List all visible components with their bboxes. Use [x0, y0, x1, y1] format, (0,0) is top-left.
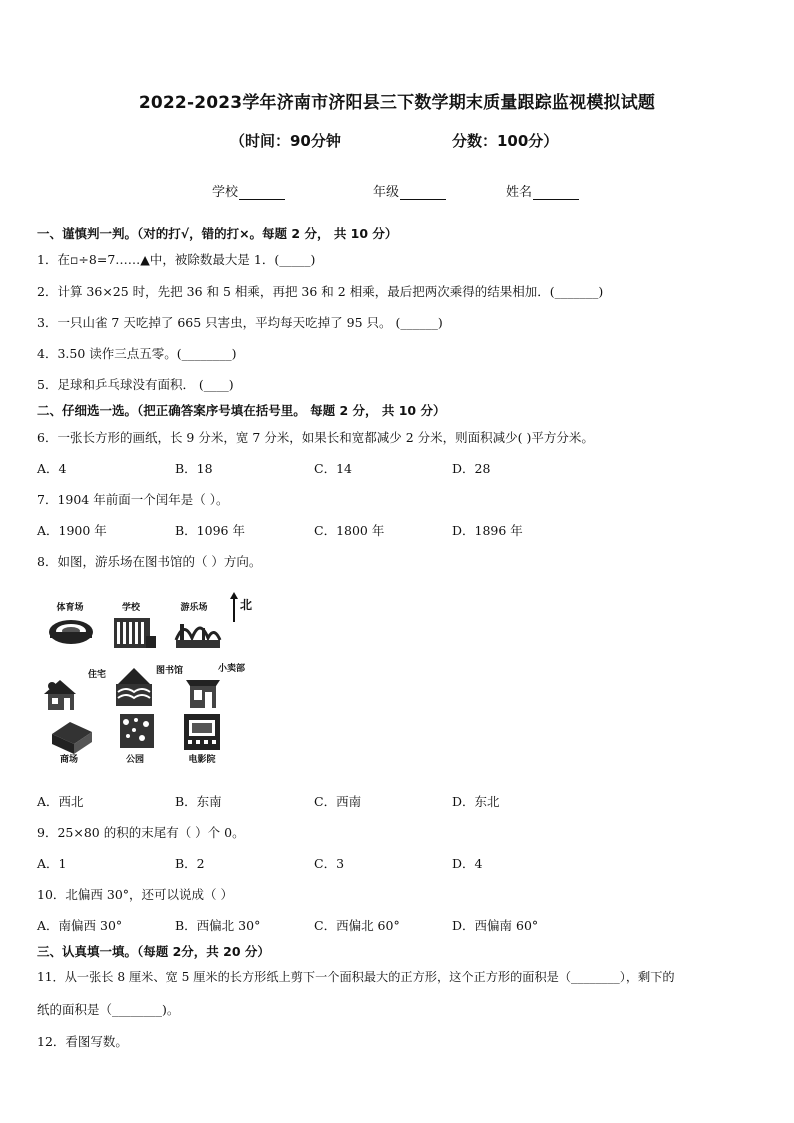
- q10-option-d[interactable]: D．西偏南 60°: [452, 918, 539, 933]
- q10-option-c[interactable]: C．西偏北 60°: [314, 918, 400, 933]
- amusement-park-icon: [172, 610, 222, 666]
- q7-option-a[interactable]: A．1900 年: [37, 523, 107, 538]
- q9-option-b[interactable]: B．2: [175, 856, 205, 871]
- school-blank[interactable]: [239, 187, 285, 200]
- name-label: 姓名: [506, 185, 533, 200]
- map-label-mall: 商场: [59, 755, 78, 765]
- q7-option-b[interactable]: B．1096 年: [175, 523, 245, 538]
- question-10: 10．北偏西 30°，还可以说成（ ）: [37, 887, 234, 902]
- q6-option-d[interactable]: D．28: [452, 461, 491, 476]
- q8-option-d[interactable]: D．东北: [452, 794, 500, 809]
- name-field: [506, 181, 579, 200]
- question-12: 12．看图写数。: [37, 1034, 128, 1049]
- section-3-heading: 三、认真填一填。（每题 2分，共 20 分）: [37, 944, 270, 959]
- section-1-heading: 一、谨慎判一判。（对的打√，错的打×。每题 2 分， 共 10 分）: [37, 226, 398, 241]
- map-label-library: 图书馆: [156, 666, 184, 676]
- question-11-line-2: 纸的面积是（________)。: [37, 1002, 180, 1017]
- q8-option-b[interactable]: B．东南: [175, 794, 222, 809]
- question-5: 5．足球和乒乓球没有面积． (____): [37, 377, 234, 392]
- map-figure: [36, 590, 266, 770]
- school-label: 学校: [212, 185, 239, 200]
- grade-field: [373, 181, 446, 200]
- q10-option-b[interactable]: B．西偏北 30°: [175, 918, 261, 933]
- school-field: [212, 181, 285, 200]
- q6-option-c[interactable]: C．14: [314, 461, 352, 476]
- q9-option-a[interactable]: A．1: [37, 856, 67, 871]
- question-7: 7．1904 年前面一个闰年是（ ）。: [37, 492, 229, 507]
- q6-option-b[interactable]: B．18: [175, 461, 213, 476]
- question-1: 1．在▫÷8=7……▲中，被除数最大是 1．(_____): [37, 252, 316, 267]
- q8-option-a[interactable]: A．西北: [37, 794, 84, 809]
- map-label-amusement: 游乐场: [180, 603, 208, 613]
- north-arrow-icon: [229, 592, 239, 622]
- q9-option-c[interactable]: C．3: [314, 856, 345, 871]
- name-blank[interactable]: [533, 187, 579, 200]
- map-label-cinema: 电影院: [188, 755, 216, 765]
- q10-option-a[interactable]: A．南偏西 30°: [37, 918, 123, 933]
- q9-option-d[interactable]: D．4: [452, 856, 483, 871]
- exam-score: 分数：100分）: [452, 132, 559, 150]
- map-label-residence: 住宅: [88, 670, 107, 680]
- question-9: 9．25×80 的积的末尾有（ ）个 0。: [37, 825, 245, 840]
- exam-time: （时间：90分钟: [230, 132, 341, 150]
- stadium-icon: [46, 610, 96, 666]
- question-2: 2．计算 36×25 时，先把 36 和 5 相乘，再把 36 和 2 相乘，最后把两次乘得的结果相加．(_______): [37, 284, 604, 299]
- map-label-store: 小卖部: [218, 664, 246, 674]
- q7-option-d[interactable]: D．1896 年: [452, 523, 523, 538]
- question-3: 3．一只山雀 7 天吃掉了 665 只害虫，平均每天吃掉了 95 只。 (______): [37, 315, 443, 330]
- grade-label: 年级: [373, 185, 400, 200]
- map-label-stadium: 体育场: [56, 603, 84, 613]
- map-label-school: 学校: [121, 603, 140, 613]
- question-6: 6．一张长方形的画纸，长 9 分米，宽 7 分米，如果长和宽都减少 2 分米，则面积减少( )平方分米。: [37, 430, 594, 445]
- library-icon: [110, 662, 160, 718]
- section-2-heading: 二、仔细选一选。（把正确答案序号填在括号里。 每题 2 分， 共 10 分）: [37, 403, 446, 418]
- q7-option-c[interactable]: C．1800 年: [314, 523, 385, 538]
- school-icon: [108, 610, 158, 666]
- q8-option-c[interactable]: C．西南: [314, 794, 362, 809]
- map-label-north: 北: [240, 598, 253, 612]
- map-label-park: 公园: [125, 755, 144, 765]
- question-8: 8．如图，游乐场在图书馆的（ ）方向。: [37, 554, 262, 569]
- page-title: 2022-2023学年济南市济阳县三下数学期末质量跟踪监视模拟试题: [138, 93, 656, 113]
- q6-option-a[interactable]: A．4: [37, 461, 67, 476]
- question-11-line-1: 11．从一张长 8 厘米、宽 5 厘米的长方形纸上剪下一个面积最大的正方形，这个正方形的面积是（________），剩下的: [37, 970, 675, 984]
- grade-blank[interactable]: [400, 187, 446, 200]
- question-4: 4．3.50 读作三点五零。(________): [37, 346, 237, 361]
